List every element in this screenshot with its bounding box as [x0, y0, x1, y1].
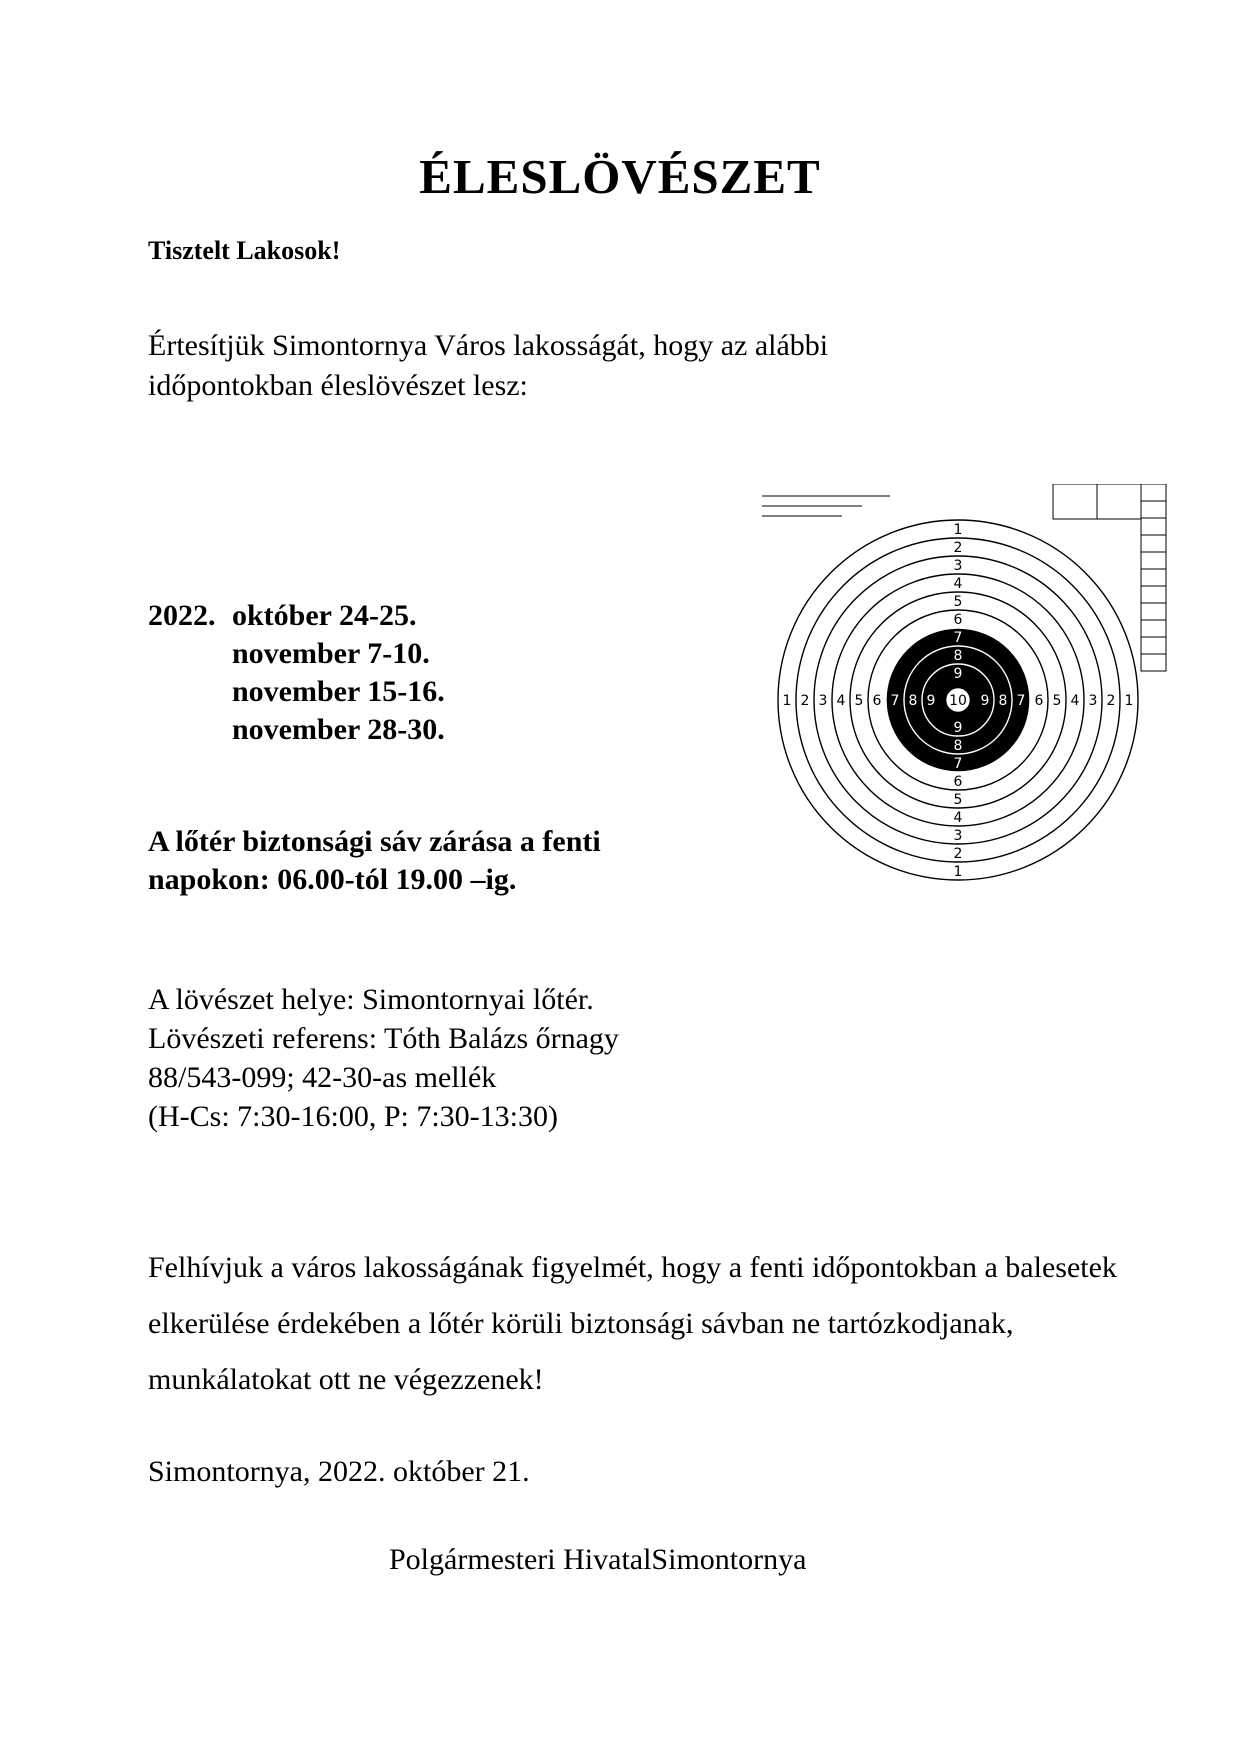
- ring-label: 10: [949, 693, 967, 709]
- score-cell: [1141, 603, 1166, 620]
- greeting: Tisztelt Lakosok!: [148, 236, 341, 265]
- contact-person: Lövészeti referens: Tóth Balázs őrnagy: [148, 1022, 619, 1055]
- ring-label: 5: [953, 594, 963, 610]
- score-cell: [1141, 552, 1166, 569]
- ring-label: 6: [953, 612, 963, 628]
- score-cell: [1141, 569, 1166, 586]
- ring-label: 9: [953, 720, 963, 736]
- ring-label: 5: [953, 792, 963, 808]
- ring-label: 1: [953, 522, 963, 538]
- ring-label: 5: [854, 693, 864, 709]
- dates-list: [148, 597, 445, 749]
- warning-paragraph: Felhívjuk a város lakosságának figyelmét, hogy a fenti időpontokban a balesetek elkerülése érdekében a lőtér körüli biztonsági sávban ne tartózkodjanak, munkálatokat ott ne végezzenek!: [148, 1251, 1117, 1396]
- ring-label: 8: [908, 693, 918, 709]
- ring-label: 6: [1034, 693, 1044, 709]
- ring-label: 1: [1124, 693, 1134, 709]
- contact-phone: 88/543-099; 42-30-as mellék: [148, 1061, 497, 1094]
- page-title: ÉLESLÖVÉSZET: [419, 149, 821, 204]
- closure-notice: [148, 823, 601, 899]
- score-cell: [1141, 586, 1166, 603]
- ring-label: 2: [953, 540, 963, 556]
- ring-label: 9: [980, 693, 990, 709]
- ring-label: 4: [836, 693, 846, 709]
- date-item: november 15-16.: [232, 675, 445, 708]
- date-year: 2022.: [148, 599, 216, 632]
- score-cell: [1141, 637, 1166, 654]
- ring-label: 8: [953, 648, 963, 664]
- ring-label: 1: [953, 864, 963, 880]
- place-and-date: Simontornya, 2022. október 21.: [148, 1455, 530, 1488]
- ring-label: 3: [1088, 693, 1098, 709]
- ring-label: 4: [953, 576, 963, 592]
- date-row: [148, 597, 445, 635]
- contact-info: [148, 980, 619, 1136]
- ring-label: 2: [800, 693, 810, 709]
- shooting-place: A lövészet helye: Simontornyai lőtér.: [148, 983, 594, 1016]
- ring-label: 6: [872, 693, 882, 709]
- ring-label: 5: [1052, 693, 1062, 709]
- score-cell: [1141, 654, 1166, 671]
- ring-label: 6: [953, 774, 963, 790]
- ring-label: 8: [953, 738, 963, 754]
- ring-label: 9: [953, 666, 963, 682]
- score-cell: [1097, 484, 1141, 519]
- date-item: november 28-30.: [232, 713, 445, 746]
- date-item: november 7-10.: [232, 637, 430, 670]
- shooting-target-image: [760, 484, 1180, 884]
- ring-label: 2: [1106, 693, 1116, 709]
- ring-label: 3: [818, 693, 828, 709]
- score-cell: [1141, 501, 1166, 518]
- date-row: [148, 711, 445, 749]
- ring-label: 7: [1016, 693, 1026, 709]
- ring-label: 4: [1070, 693, 1080, 709]
- score-cell: [1141, 484, 1166, 501]
- ring-label: 9: [926, 693, 936, 709]
- score-cell: [1053, 484, 1097, 519]
- score-cell: [1141, 620, 1166, 637]
- closure-line: A lőtér biztonsági sáv zárása a fenti: [148, 825, 601, 858]
- date-item: október 24-25.: [232, 599, 417, 632]
- ring-label: 7: [953, 756, 963, 772]
- ring-label: 7: [953, 630, 963, 646]
- ring-label: 7: [890, 693, 900, 709]
- ring-label: 4: [953, 810, 963, 826]
- score-cell: [1141, 518, 1166, 535]
- header-lines: [762, 496, 890, 516]
- ring-label: 2: [953, 846, 963, 862]
- signature: Polgármesteri HivatalSimontornya: [389, 1543, 807, 1576]
- date-row: [148, 635, 445, 673]
- score-cell: [1141, 535, 1166, 552]
- ring-label: 1: [782, 693, 792, 709]
- intro-paragraph: Értesítjük Simontornya Város lakosságát, hogy az alábbi időpontokban éleslövészet lesz:: [148, 329, 829, 402]
- ring-label: 8: [998, 693, 1008, 709]
- ring-label: 3: [953, 828, 963, 844]
- office-hours: (H-Cs: 7:30-16:00, P: 7:30-13:30): [148, 1100, 558, 1133]
- ring-label: 3: [953, 558, 963, 574]
- closure-line: napokon: 06.00-tól 19.00 –ig.: [148, 863, 517, 896]
- date-row: [148, 673, 445, 711]
